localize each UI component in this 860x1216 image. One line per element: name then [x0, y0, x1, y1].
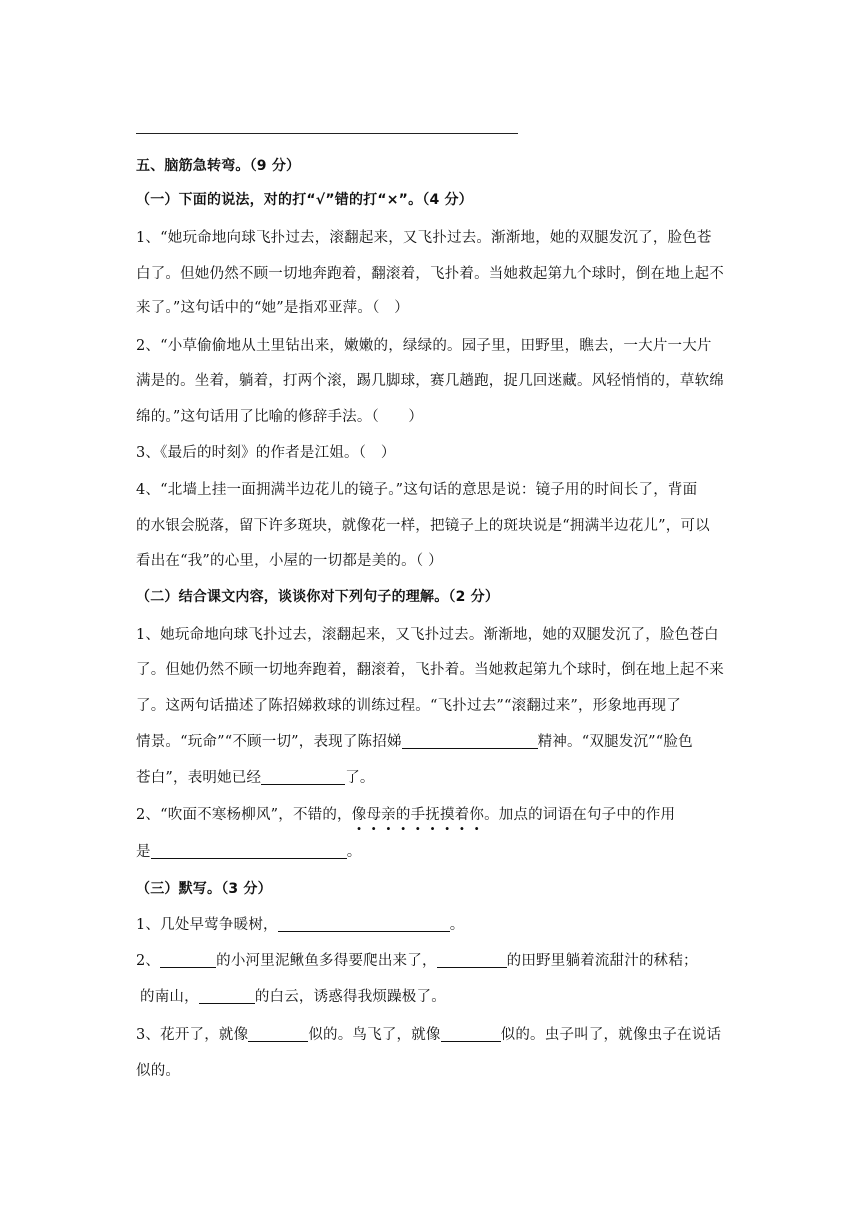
part1-q1-line3: 来了。”这句话中的“她”是指邓亚萍。（ ）	[136, 300, 409, 316]
part1-q4-line2: 的水银会脱落，留下许多斑块，就像花一样，把镜子上的斑块说是“拥满半边花儿”，可以	[136, 518, 710, 534]
dotted-char: 像	[351, 807, 367, 823]
blank-q3-2[interactable]	[441, 1025, 501, 1042]
dotted-char: 摸	[439, 807, 455, 823]
part3-q3-line2: 似的。	[136, 1063, 181, 1079]
part2-q2-line1	[136, 805, 736, 825]
part2-q1-line2: 了。但她仍然不顾一切地奔跑着，翻滚着，飞扑着。当她救起第九个球时，倒在地上起不来	[136, 662, 724, 678]
part1-q3: 3、《最后的时刻》的作者是江姐。（ ）	[136, 445, 396, 461]
part3-q3-text-c: 似的。虫子叫了，就像虫子在说话	[500, 1027, 722, 1043]
dotted-char: 手	[410, 807, 426, 823]
blank-q2-2[interactable]	[437, 951, 507, 968]
blank-q2-3[interactable]	[199, 987, 255, 1004]
blank-poem[interactable]	[278, 915, 450, 932]
part1-q1-line2: 白了。但她仍然不顾一切地奔跑着，翻滚着，飞扑着。当她救起第九个球时，倒在地上起不	[136, 266, 724, 282]
part3-q2-line2-text-a: 的南山，	[140, 989, 199, 1005]
part1-q4-line3: 看出在“我”的心里，小屋的一切都是美的。（ ）	[136, 553, 443, 569]
part1-title: （一）下面的说法，对的打“√”错的打“×”。（4 分）	[136, 192, 473, 208]
part3-q2-text-c: 的田野里躺着流甜汁的秫秸；	[506, 953, 698, 969]
part2-q2-text-b: 。加点的词语在句子中的作用	[484, 807, 676, 823]
part2-q1-line5	[136, 768, 736, 788]
part2-q1-line5-text-a: 苍白”，表明她已经	[136, 770, 262, 786]
part3-q1	[136, 915, 736, 935]
dotted-phrase	[352, 807, 484, 823]
part3-q2-line2	[140, 987, 740, 1007]
part1-q2-line2: 满是的。坐着，躺着，打两个滚，踢几脚球，赛几趟跑，捉几回迷藏。风轻悄悄的，草软绵	[136, 373, 724, 389]
part3-title: （三）默写。（3 分）	[136, 881, 272, 897]
part3-q3-text-a: 3、花开了，就像	[136, 1027, 249, 1043]
dotted-char: 亲	[381, 807, 396, 823]
dotted-char: 你	[469, 807, 485, 823]
part2-q1-line1: 1、她玩命地向球飞扑过去，滚翻起来，又飞扑过去。渐渐地，她的双腿发沉了，脸色苍白	[136, 627, 719, 643]
part3-q2-line1	[136, 951, 736, 971]
part3-q1-text-b: 。	[449, 917, 465, 933]
part2-q2-line2-text-b: 。	[346, 844, 362, 860]
part3-q3-text-b: 似的。鸟飞了，就像	[308, 1027, 441, 1043]
dotted-char: 的	[395, 807, 411, 823]
part3-q3-line1	[136, 1025, 736, 1045]
dotted-char: 抚	[425, 807, 440, 823]
part3-q2-line2-text-b: 的白云，诱惑得我烦躁极了。	[254, 989, 446, 1005]
part2-q2-text-a: 2、“吹面不寒杨柳风”，不错的，	[136, 807, 352, 823]
part3-q2-text-a: 2、	[136, 953, 161, 969]
part2-q1-line4-text-a: 情景。“玩命”“不顾一切”，表现了陈招娣	[136, 734, 402, 750]
blank-q2-1[interactable]	[160, 951, 216, 968]
blank-state[interactable]	[261, 768, 345, 785]
part2-q2-line2	[136, 842, 736, 862]
dotted-char: 母	[366, 807, 382, 823]
part2-q1-line5-text-b: 了。	[345, 770, 375, 786]
part1-q4-line1: 4、“北墙上挂一面拥满半边花儿的镜子。”这句话的意思是说：镜子用的时间长了，背面	[136, 482, 698, 498]
part1-q2-line3: 绵的。”这句话用了比喻的修辞手法。（ ）	[136, 409, 424, 425]
part2-title: （二）结合课文内容，谈谈你对下列句子的理解。（2 分）	[136, 589, 500, 605]
part1-q2-line1: 2、“小草偷偷地从土里钻出来，嫩嫩的，绿绿的。园子里，田野里，瞧去，一大片一大片	[136, 338, 712, 354]
part2-q1-line4	[136, 732, 736, 752]
section-title: 五、脑筋急转弯。（9 分）	[136, 158, 301, 174]
part3-q1-text-a: 1、几处早莺争暖树，	[136, 917, 278, 933]
blank-q3-1[interactable]	[248, 1025, 308, 1042]
part1-q1-line1: 1、“她玩命地向球飞扑过去，滚翻起来，又飞扑过去。渐渐地，她的双腿发沉了，脸色苍	[136, 230, 712, 246]
blank-spirit[interactable]	[402, 732, 538, 749]
dotted-char: 着	[454, 807, 470, 823]
part3-q2-text-b: 的小河里泥鳅鱼多得要爬出来了，	[216, 953, 437, 969]
part2-q1-line3: 了。这两句话描述了陈招娣救球的训练过程。“飞扑过去”“滚翻过来”，形象地再现了	[136, 698, 681, 714]
part2-q2-line2-text-a: 是	[136, 844, 151, 860]
answer-line-top	[136, 133, 518, 134]
blank-function[interactable]	[151, 842, 347, 859]
part2-q1-line4-text-b: 精神。“双腿发沉”“脸色	[537, 734, 693, 750]
